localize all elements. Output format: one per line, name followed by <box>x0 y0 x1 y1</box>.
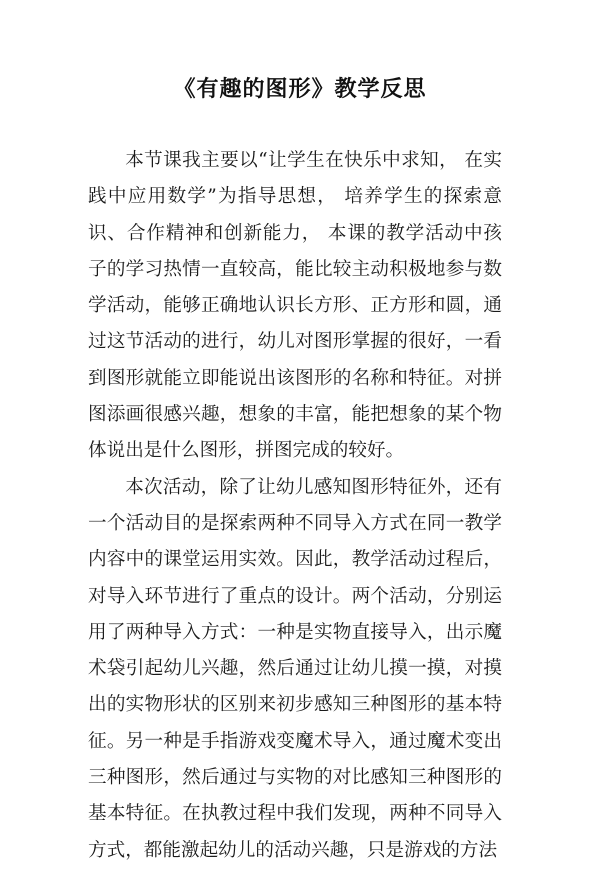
document-body <box>88 143 502 869</box>
paragraph-2: 本次活动，除了让幼儿感知图形特征外，还有一个活动目的是探索两种不同导入方式在同一教学内容中的课堂运用实效。因此，教学活动过程后，对导入环节进行了重点的设计。两个活动，分别运用了两种导入方式：一种是实物直接导入，出示魔术袋引起幼儿兴趣，然后通过让幼儿摸一摸，对摸出的实物形状的区别来初步感知三种图形的基本特征。另一种是手指游戏变魔术导入，通过魔术变出三种图形，然后通过与实物的对比感知三种图形的基本特征。在执教过程中我们发现，两种不同导入方式，都能激起幼儿的活动兴趣，只是游戏的方法 <box>88 476 502 861</box>
paragraph-1: 本节课我主要以“让学生在快乐中求知， 在实践中应用数学”为指导思想， 培养学生的探索意识、合作精神和创新能力， 本课的教学活动中孩子的学习热情一直较高，能比较主动积极地参与数学活动，能够正确地认识长方形、正方形和圆，通过这节活动的进行，幼儿对图形掌握的很好，一看到图形就能立即能说出该图形的名称和特征。对拼图添画很感兴趣，想象的丰富，能把想象的某个物体说出是什么图形，拼图完成的较好。 <box>88 150 502 462</box>
document-title: 《有趣的图形》教学反思 <box>173 77 427 102</box>
